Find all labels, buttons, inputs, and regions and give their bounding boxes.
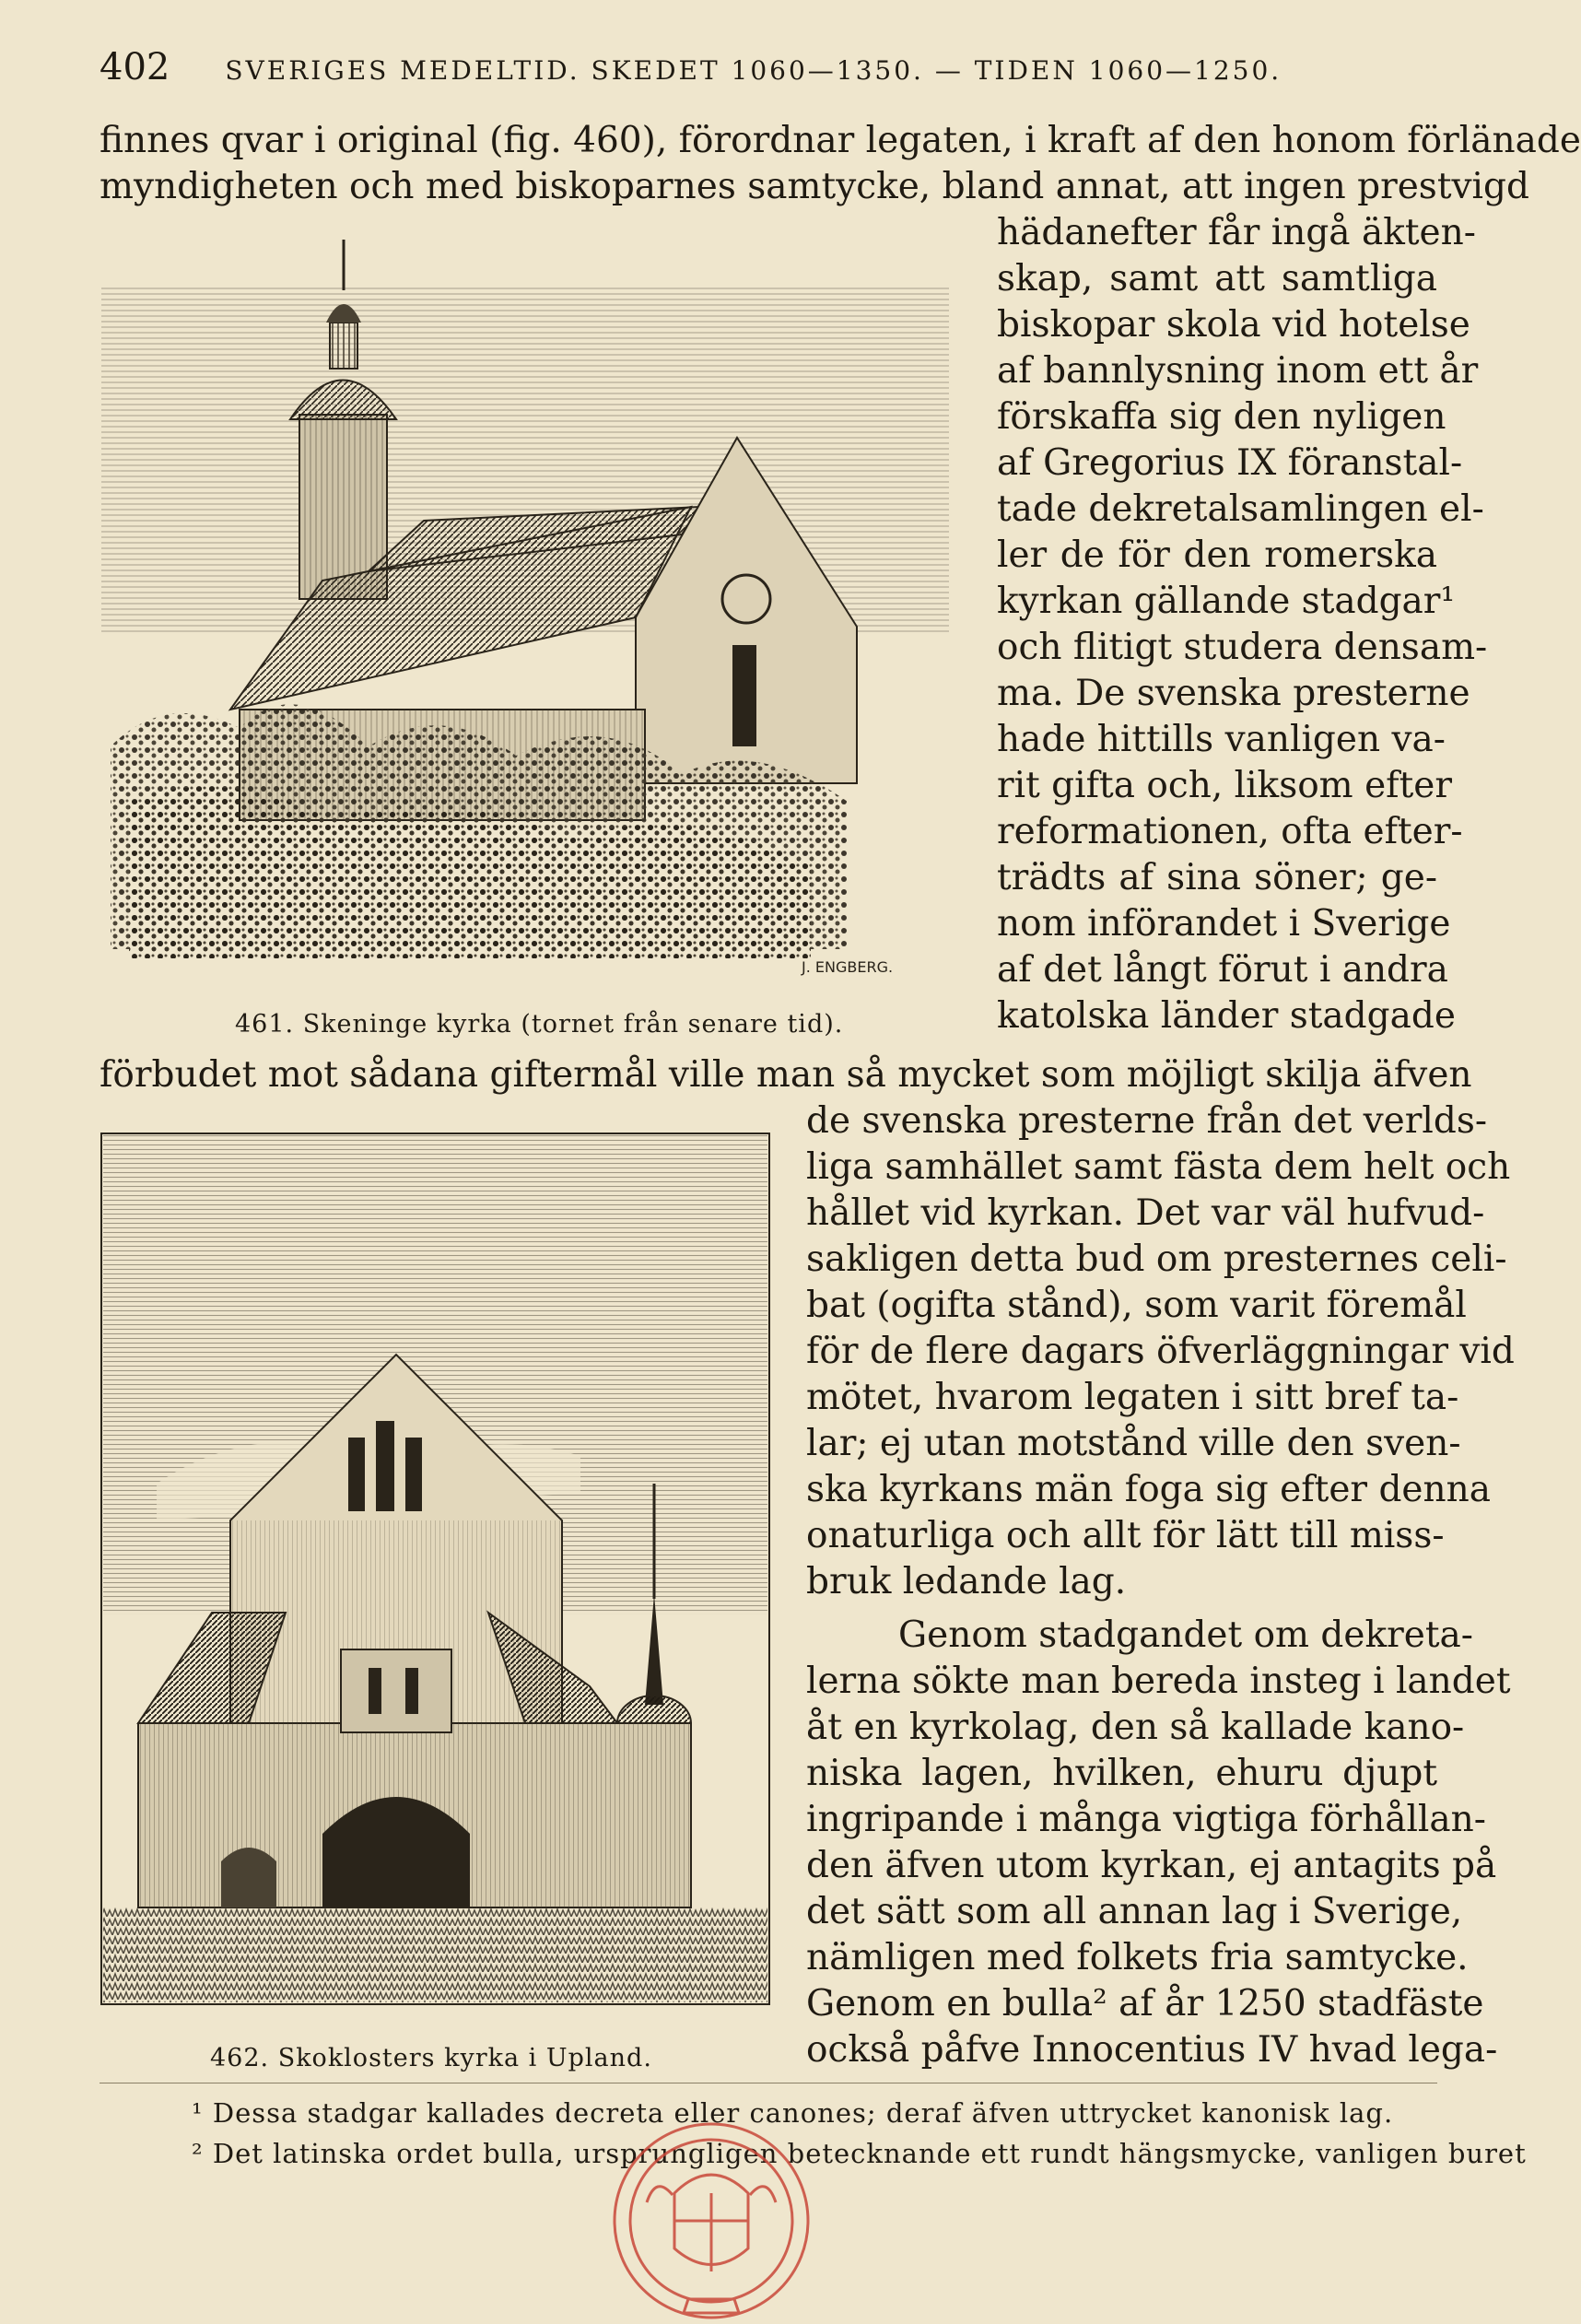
body-line: af bannlysning inom ett år: [997, 350, 1479, 392]
body-line: hållet vid kyrkan. Det var väl hufvud-: [806, 1192, 1485, 1234]
library-stamp: [573, 2092, 849, 2324]
running-title: SVERIGES MEDELTID. SKEDET 1060—1350. — TIDEN 1060—1250.: [225, 55, 1282, 86]
footnote-2: ² Det latinska ordet bulla, ursprungligen betecknande ett rundt hängsmycke, vanligen buret: [192, 2138, 1527, 2169]
body-line: och flitigt studera densam-: [997, 627, 1488, 668]
body-line: ler de för den romerska: [997, 534, 1437, 576]
body-line: hade hittills vanligen va-: [997, 719, 1446, 760]
body-line: myndigheten och med biskoparnes samtycke, bland annat, att ingen prestvigd: [100, 166, 1529, 207]
footnote-1: ¹ Dessa stadgar kallades decreta eller canones; deraf äfven uttrycket kanonisk lag.: [192, 2097, 1394, 2129]
body-line: ska kyrkans män foga sig efter denna: [806, 1469, 1491, 1510]
body-line: trädts af sina söner; ge-: [997, 857, 1437, 898]
body-line: kyrkan gällande stadgar¹: [997, 581, 1456, 622]
body-line: lar; ej utan motstånd ville den sven-: [806, 1423, 1461, 1464]
body-line: liga samhället samt fästa dem helt och: [806, 1146, 1511, 1188]
body-line: nämligen med folkets fria samtycke.: [806, 1937, 1469, 1978]
body-line: också påfve Innocentius IV hvad lega-: [806, 2029, 1498, 2071]
body-line: hädanefter får ingå äkten-: [997, 212, 1476, 253]
body-line: bat (ogifta stånd), som varit föremål: [806, 1285, 1467, 1326]
body-line: rit gifta och, liksom efter: [997, 765, 1452, 806]
body-line: ma. De svenska presterne: [997, 673, 1470, 714]
body-line: nom införandet i Sverige: [997, 903, 1451, 945]
body-line: det sätt som all annan lag i Sverige,: [806, 1891, 1463, 1932]
body-line: bruk ledande lag.: [806, 1561, 1127, 1602]
body-line: finnes qvar i original (fig. 460), förordnar legaten, i kraft af den honom förlänade: [100, 120, 1581, 161]
body-line: lerna sökte man bereda insteg i landet: [806, 1661, 1511, 1702]
body-line: af det långt förut i andra: [997, 949, 1448, 991]
body-line: för de flere dagars öfverläggningar vid: [806, 1331, 1515, 1372]
body-line: mötet, hvarom legaten i sitt bref ta-: [806, 1377, 1459, 1418]
page-number: 402: [100, 46, 170, 88]
body-line: förbudet mot sådana giftermål ville man så mycket som möjligt skilja äfven: [100, 1054, 1472, 1096]
body-line: reformationen, ofta efter-: [997, 811, 1463, 852]
figure-462-engraving: [101, 1133, 769, 2004]
body-line: katolska länder stadgade: [997, 995, 1456, 1037]
body-line: Genom en bulla² af år 1250 stadfäste: [806, 1983, 1484, 2025]
engraver-signature: J. ENGBERG.: [802, 958, 894, 976]
body-line: ingripande i många vigtiga förhållan-: [806, 1799, 1486, 1840]
body-line: sakligen detta bud om presternes celi-: [806, 1238, 1507, 1280]
body-line: tade dekretalsamlingen el-: [997, 488, 1484, 530]
body-line: den äfven utom kyrkan, ej antagits på: [806, 1845, 1497, 1886]
body-line: förskaffa sig den nyligen: [997, 396, 1446, 438]
body-line: Genom stadgandet om dekreta-: [898, 1614, 1473, 1656]
body-line: skap, samt att samtliga: [997, 258, 1437, 299]
body-line: onaturliga och allt för lätt till miss-: [806, 1515, 1445, 1556]
body-line: niska lagen, hvilken, ehuru djupt: [806, 1753, 1437, 1794]
body-line: åt en kyrkolag, den så kallade kano-: [806, 1707, 1465, 1748]
body-line: biskopar skola vid hotelse: [997, 304, 1470, 346]
body-line: de svenska presterne från det verlds-: [806, 1100, 1488, 1142]
figure-461-caption: 461. Skeninge kyrka (tornet från senare tid).: [235, 1010, 844, 1039]
figure-462-caption: 462. Skoklosters kyrka i Upland.: [210, 2044, 652, 2072]
figure-461-engraving: [92, 230, 958, 995]
body-line: af Gregorius IX föranstal-: [997, 442, 1463, 484]
running-header: [100, 46, 1435, 87]
